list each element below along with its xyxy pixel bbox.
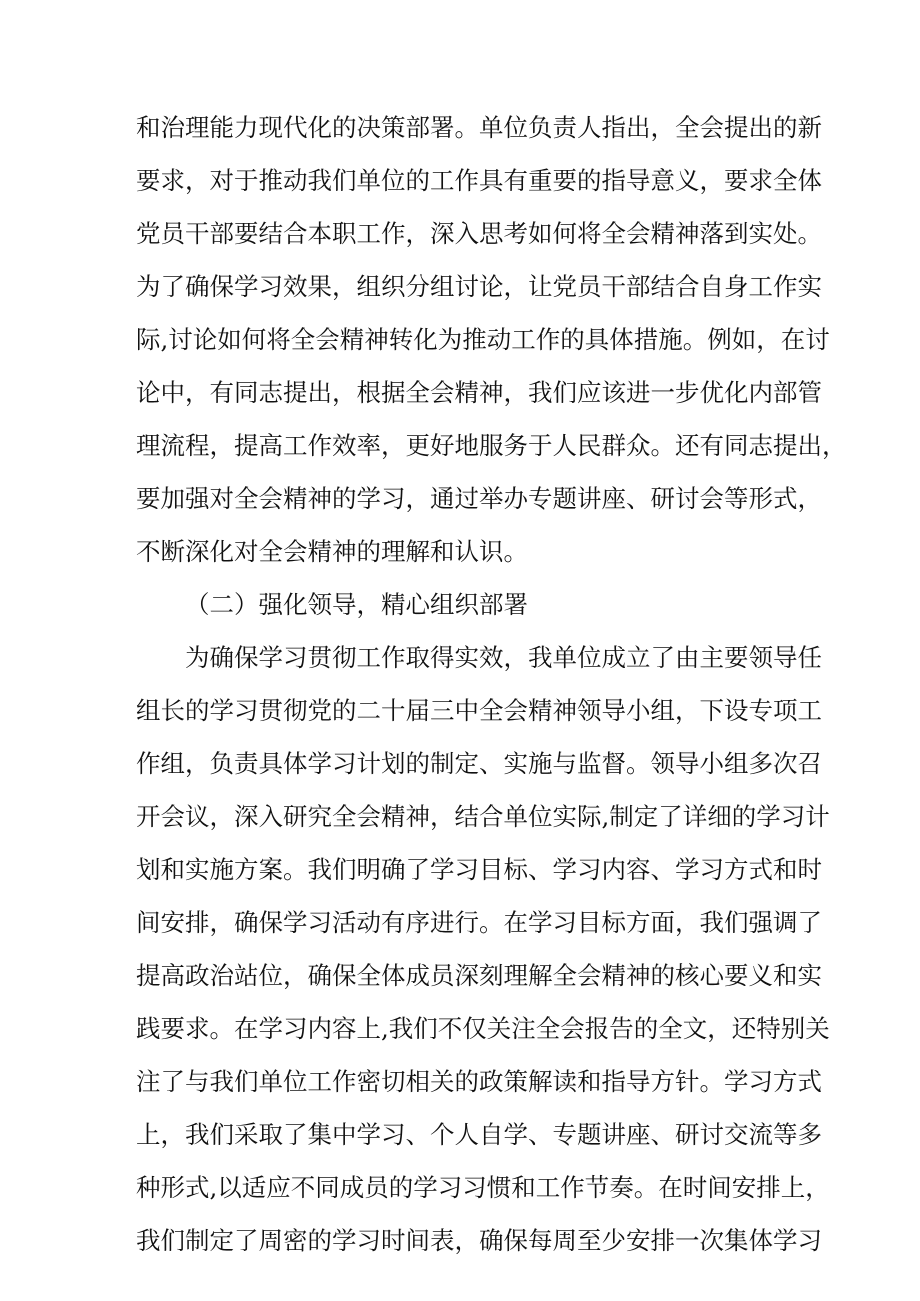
- paragraph-2-line-5: 划和实施方案。我们明确了学习目标、学习内容、学习方式和时: [136, 855, 822, 884]
- paragraph-2-line-8: 践要求。在学习内容上,我们不仅关注全会报告的全文，还特别关: [136, 1014, 830, 1043]
- paragraph-1-line-1: 和治理能力现代化的决策部署。单位负责人指出，全会提出的新: [136, 113, 822, 142]
- paragraph-1-line-5: 际,讨论如何将全会精神转化为推动工作的具体措施。例如，在讨: [136, 325, 830, 354]
- paragraph-2-line-6: 间安排，确保学习活动有序进行。在学习目标方面，我们强调了: [136, 908, 822, 937]
- paragraph-2-line-3: 作组，负责具体学习计划的制定、实施与监督。领导小组多次召: [136, 749, 822, 778]
- paragraph-2-line-10: 上，我们采取了集中学习、个人自学、专题讲座、研讨交流等多: [136, 1120, 822, 1149]
- paragraph-1-line-2: 要求，对于推动我们单位的工作具有重要的指导意义，要求全体: [136, 166, 822, 195]
- paragraph-1-line-6: 论中，有同志提出，根据全会精神，我们应该进一步优化内部管: [136, 378, 822, 407]
- paragraph-2-line-2: 组长的学习贯彻党的二十届三中全会精神领导小组，下设专项工: [136, 696, 822, 725]
- paragraph-1-line-7: 理流程，提高工作效率，更好地服务于人民群众。还有同志提出，: [136, 431, 847, 460]
- paragraph-1-line-4: 为了确保学习效果，组织分组讨论，让党员干部结合自身工作实: [136, 272, 822, 301]
- paragraph-2-line-11: 种形式,以适应不同成员的学习习惯和工作节奏。在时间安排上，: [136, 1173, 830, 1202]
- paragraph-2-line-9: 注了与我们单位工作密切相关的政策解读和指导方针。学习方式: [136, 1067, 822, 1096]
- paragraph-2-line-12: 我们制定了周密的学习时间表，确保每周至少安排一次集体学习: [136, 1226, 822, 1255]
- section-heading: （二）强化领导，精心组织部署: [185, 590, 528, 619]
- paragraph-2-line-1: 为确保学习贯彻工作取得实效，我单位成立了由主要领导任: [185, 643, 822, 672]
- paragraph-2-line-7: 提高政治站位，确保全体成员深刻理解全会精神的核心要义和实: [136, 961, 822, 990]
- paragraph-1-line-8: 要加强对全会精神的学习，通过举办专题讲座、研讨会等形式，: [136, 484, 822, 513]
- paragraph-1-line-3: 党员干部要结合本职工作，深入思考如何将全会精神落到实处。: [136, 219, 822, 248]
- paragraph-2-line-4: 开会议，深入研究全会精神，结合单位实际,制定了详细的学习计: [136, 802, 830, 831]
- paragraph-1-line-9: 不断深化对全会精神的理解和认识。: [136, 537, 528, 566]
